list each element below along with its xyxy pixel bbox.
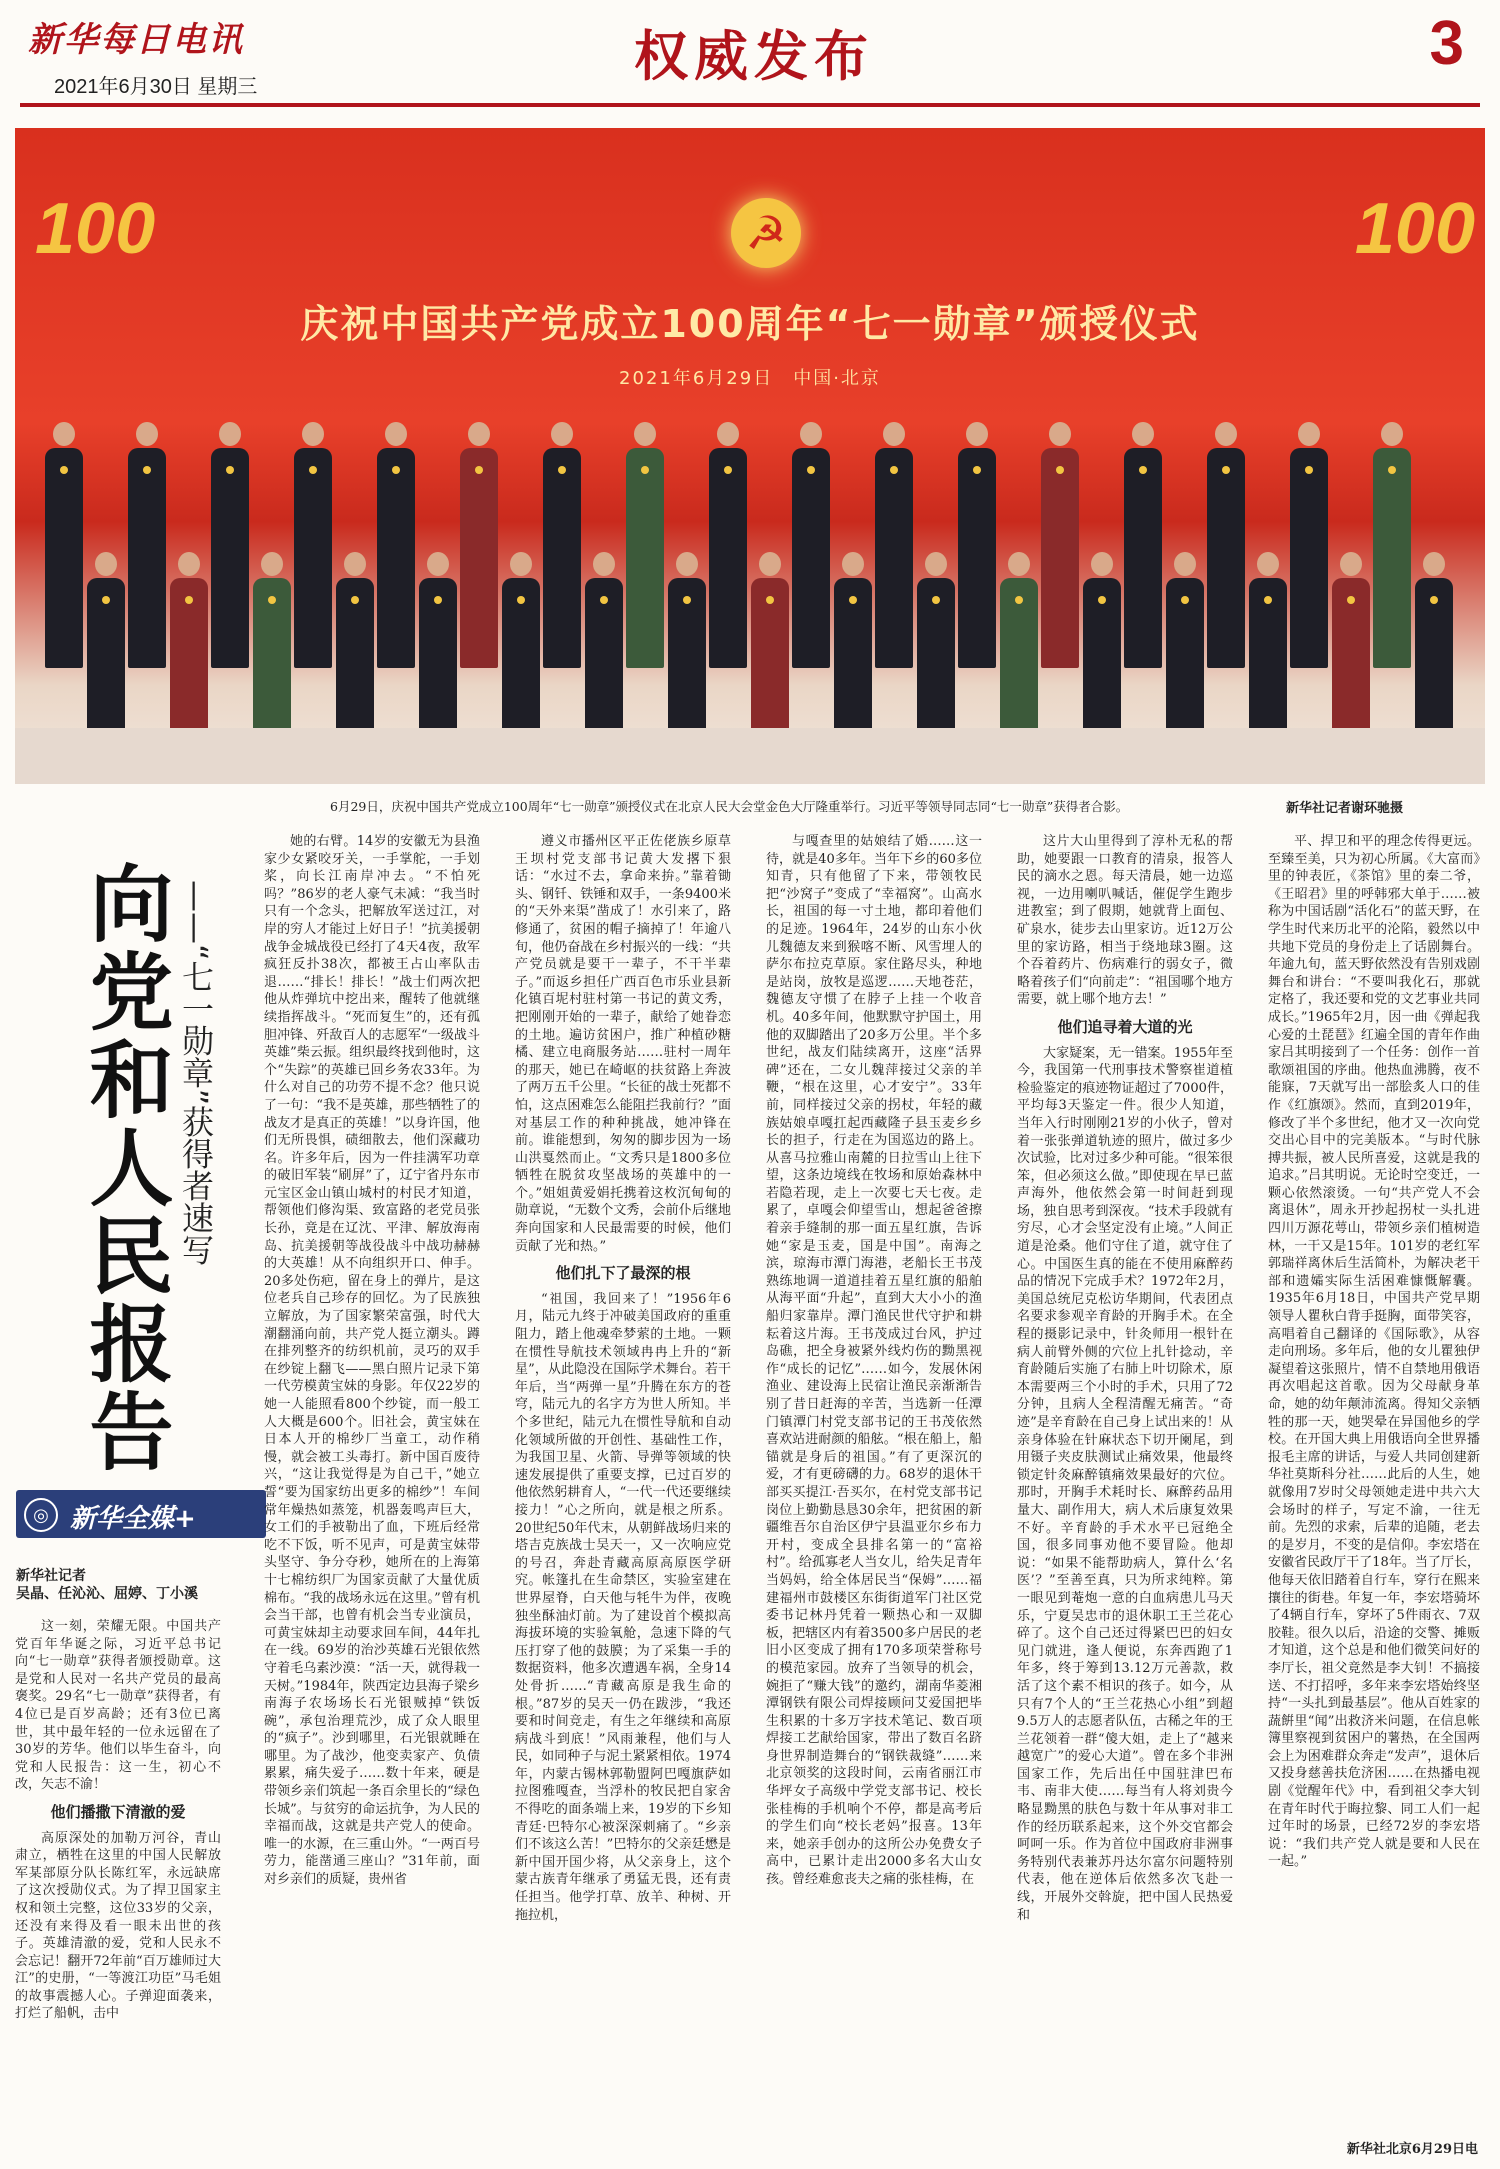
person-figure (668, 578, 706, 748)
newspaper-logo: 新华每日电讯 (28, 20, 244, 60)
person-figure (45, 448, 83, 668)
paragraph: 平、捍卫和平的理念传得更远。至臻至美，只为初心所属。《大富而》里的钟表匠，《茶馆》里的秦二爷，《王昭君》里的呼韩邪大单于……被称为中国话剧“活化石”的蓝天野，在学生时代来历北平的沦陷，毅然以中共地下党员的身份走上了话剧舞台。年逾九旬，蓝天野依然没有告别戏剧舞台和讲台：“不要叫我化石，那就定格了，我还要和党的文艺事业共同成长。”1965年2月，因一曲《弹起我心爱的土琵琶》红遍全国的青年作曲家吕其明接到了一个任务：创作一首歌颂祖国的序曲。他热血沸腾，夜不能寐，7天就写出一部脍炙人口的佳作《红旗颂》。然而，直到2019年，修改了半个多世纪，他才又一次向党交出心目中的完美版本。“与时代脉搏共振，被人民所喜爱，这就是我的追求。”吕其明说。无论时空变迁，一颗心依然滚烫。一句“共产党人不会离退休”，周永开抄起拐杖一头扎进四川万源花萼山，带领乡亲们植树造林，一干又是15年。101岁的老红军郭瑞祥离休后生活简朴，为解决老干部和遗孀实际生活困难慷慨解囊。1935年6月18日，中国共产党早期领导人瞿秋白背手挺胸，面带笑容，高唱着自己翻译的《国际歌》，从容走向刑场。多年后，他的女儿瞿独伊凝望着这张照片，情不自禁地用俄语再次唱起这首歌。因为父母献身革命，她的幼年颠沛流离。得知父亲牺牲的那一天，她哭晕在异国他乡的学校。在开国大典上用俄语向全世界播报毛主席的讲话，与爱人共同创建新华社莫斯科分社……此后的人生，她就像用7岁时父母领她走进中共六大会场时的样子，写定不渝，一往无前。先烈的求索，后辈的追随，老去的是岁月，不变的是信仰。李宏塔在安徽省民政厅干了18年。当了厅长，他每天依旧踏着自行车，穿行在熙来攘往的街巷。年复一年，李宏塔骑坏了4辆自行车，穿坏了5件雨衣、7双胶鞋。很久以后，沿途的交警、摊贩才知道，这个总是和他们微笑问好的李厅长，祖父竟然是李大钊！不搞接送、不打招呼，多年来李宏塔始终坚持“一头扎到最基层”。他从百姓家的蔬餠里“闻”出救济米问题，在信息帐簿里察视到贫困户的薯热，在全国两会上为困难群众奔走“发声”，退休后又投身慈善扶危济困……在热播电视剧《觉醒年代》中，看到祖父李大钊在青年时代于晦拉黎、同工人们一起过年时的场景，已经72岁的李宏塔说：“我们共产党人就是要和人民在一起。” (1268, 834, 1480, 1870)
person-figure (709, 448, 747, 668)
person-figure (1083, 578, 1121, 748)
section-heading: 他们扎下了最深的根 (555, 1264, 691, 1283)
byline-names: 吴晶、任沁沁、屈婷、丁小溪 (16, 1586, 198, 1602)
article-subheadline: ——“七一勋章”获得者速写 (177, 880, 215, 1266)
person-figure (253, 578, 291, 748)
globe-icon: ◎ (24, 1498, 58, 1532)
paragraph: 高原深处的加勒万河谷，青山肃立，栖牲在这里的中国人民解放军某部原分队长陈红军，永远缺席了这次授勋仪式。为了捍卫国家主权和领土完整，这位33岁的父亲，还没有来得及看一眼未出世的孩子。英雄清澈的爱，党和人民永不会忘记！翻开72年前“百万雄师过大江”的史册，“一等渡江功臣”马毛姐的故事震撼人心。子弹迎面袭来，打烂了船帆，击中 (15, 1830, 221, 2022)
dateline-credit: 新华社北京6月29日电 (1346, 2142, 1478, 2157)
page-number: 3 (1429, 9, 1464, 78)
paragraph: “祖国，我回来了！”1956年6月，陆元九终于冲破美国政府的重重阻力，踏上他魂牵梦萦的土地。一颗在惯性导航技术领域冉冉上升的“新星”，从此隐没在国际学术舞台。若干年后，当“两弹一星”升腾在东方的苍穹，陆元九的名字方为世人所知。半个多世纪，陆元九在惯性导航和自动化领域所做的开创性、基础性工作，为我国卫星、火箭、导弹等领域的快速发展提供了重要支撑，已过百岁的他依然躬耕育人，“一代一代还要继续接力！”心之所向，就是根之所系。20世纪50年代末，从朝鲜战场归来的塔吉克族战士吴天一，又一次响应党的号召，奔赴青藏高原高原医学研究。帐篷扎在生命禁区，实验室建在世界屋脊，白天他与牦牛为伴，夜晚独坐酥油灯前。为了建设首个模拟高海拔环境的实验氧舱，急速下降的气压打穿了他的鼓膜；为了采集一手的数据资料，他多次遭遇车祸，全身14处骨折……“青藏高原是我生命的根。”87岁的吴天一仍在跋涉，“我还要和时间竞走，有生之年继续和高原病战斗到底！”风雨兼程，他们与人民，如同种子与泥土紧紧相依。1974年，内蒙古锡林郭勒盟阿巴嘎旗萨如拉图雅嘎查，当浮朴的牧民把自家舍不得吃的面条端上来，19岁的下乡知青廷·巴特尔心被深深刺痛了。“乡亲们不该这么苦！”巴特尔的父亲廷懋是新中国开国少将，从父亲身上，这个蒙古族青年继承了勇猛无畏，还有责任担当。他学打草、放羊、种树、开拖拉机， (515, 1291, 731, 1923)
xinhua-media-badge[interactable] (16, 1490, 266, 1538)
issue-date: 2021年6月30日 星期三 (54, 76, 258, 98)
ceremony-banner-date: 2021年6月29日 中国·北京 (619, 368, 881, 389)
person-figure (377, 448, 415, 668)
badge-100-right: 100 (1354, 189, 1475, 269)
byline (16, 1567, 266, 1603)
person-figure (1124, 448, 1162, 668)
person-figure (128, 448, 166, 668)
person-figure (211, 448, 249, 668)
person-figure (543, 448, 581, 668)
person-figure (1207, 448, 1245, 668)
paragraph: 这片大山里得到了淳朴无私的帮助，她要跟一口教育的清泉，报答人民的滴水之恩。每天清晨，她一边巡视，一边用喇叭喊话，催促学生跑步进教室；到了假期，她就背上面包、矿泉水，徒步去山里家访。近12万公里的家访路，相当于绕地球3圈。这个吞着药片、伤病难行的弱女子，微略着孩子们“向前走”：“祖国哪个地方需要，就上哪个地方去！” (1017, 834, 1233, 1008)
paragraph: 与嘎查里的姑娘结了婚……这一待，就是40多年。当年下乡的60多位知青，只有他留了下来，带领牧民把“沙窝子”变成了“幸福窝”。山高水长，祖国的每一寸土地，都印着他们的足迹。1964年，24岁的山东小伙儿魏德友来到猴喀不断、风雪埋人的萨尔布拉克草原。家住路尽头，种地是站岗，放牧是巡逻……天地苍茫，魏德友守惯了在脖子上挂一个收音机。40多年间，他默默守护国土，用他的双脚踏出了20多万公里。半个多世纪，战友们陆续离开，这座“活界碑”还在，二女儿魏萍接过父亲的羊鞭，“根在这里，心才安宁”。33年前，同样接过父亲的拐杖，年轻的藏族姑娘卓嘎扛起西藏隆子县玉麦乡乡长的担子，行走在为国巡边的路上。从喜马拉雅山南麓的日拉雪山上往下望，这条边境线在牧场和原始森林中若隐若现，走上一次要七天七夜。走累了，卓嘎会仰望雪山，想起爸爸擦着亲手缝制的那一面五星红旗，告诉她“家是玉麦，国是中国”。南海之滨，琼海市潭门海港，老船长王书茂熟练地调一道道挂着五星红旗的船舶从海平面“升起”，直到大大小小的渔船归家靠岸。潭门渔民世代守护和耕耘着这片海。王书茂成过台风，护过岛礁，把全身被紧外线灼伤的黝黑视作“成长的记忆”……如今，发展休闲渔业、建设海上民宿让渔民亲渐渐告别了昔日赶海的辛苦，当选新一任潭门镇潭门村党支部书记的王书茂依然喜欢站进耐颜的船舷。“根在船上，船锚就是身后的祖国。”有了更深沉的爱，才有更磅礴的力。68岁的退休干部买买提江·吾买尔，在村党支部书记岗位上勤勤恳恳30余年，把贫困的新疆维吾尔自治区伊宁县温亚尔乡布力开村，变成全县排名第一的“富裕村”。给孤寡老人当女儿，给失足青年当妈妈，给全体居民当“保姆”……福建福州市鼓楼区东街街道军门社区党委书记林丹凭着一颗热心和一双脚板，把辖区内有着3500多户居民的老旧小区变成了拥有170多项荣誉称号的模范家园。放弃了当领导的机会，婉拒了“赚大钱”的邀约，湖南华菱湘潭钢铁有限公司焊接顾问艾爱国把毕生积累的十多万字技术笔记、数百项焊接工艺献给国家，带出了数百名跻身世界制造舞台的“钢铁裁缝”……来北京领奖的这段时间，云南省丽江市华坪女子高级中学党支部书记、校长张桂梅的手机响个不停，都是高考后的学生们向“校长老妈”报喜。13年来，她亲手创办的这所公办免费女子高中，已累计走出2000多名大山女孩。曾经难愈丧夫之痛的张桂梅，在 (766, 834, 982, 1888)
person-figure (87, 578, 125, 748)
article-column-4 (766, 833, 982, 2163)
person-figure (751, 578, 789, 748)
article-column-2 (264, 833, 480, 2163)
paragraph: 遵义市播州区平正佐佬族乡原草王坝村党支部书记黄大发撂下狠话：“水过不去，拿命来拚。”靠着锄头、钢钎、铁锤和双手，一条9400米的“天外来渠”凿成了！水引来了，路修通了，贫困的帽子摘掉了！年逾八旬，他仍奋战在乡村振兴的一线：“共产党员就是要干一辈子，不干半辈子。”而返乡担任广西百色市乐业县新化镇百坭村驻村第一书记的黄文秀，把刚刚开始的一辈子，献给了她眷恋的土地。遍访贫困户，推广种植砂糖橘、建立电商服务站……驻村一周年的那天，她已在崎岖的扶贫路上奔波了两万五千公里。“长征的战士死都不怕，这点困难怎么能阻拦我前行？”面对基层工作的种种挑战，她冲锋在前。谁能想到，匆匆的脚步因为一场山洪戛然而止。“文秀只是1800多位牺牲在脱贫攻坚战场的英雄中的一个。”姐姐黄爱娟托携着这枚沉甸甸的勋章说，“无数个文秀，会前仆后继地奔向国家和人民最需要的时候，他们贡献了光和热。” (515, 834, 731, 1254)
person-figure (1166, 578, 1204, 748)
person-figure (792, 448, 830, 668)
person-figure (502, 578, 540, 748)
person-figure (1290, 448, 1328, 668)
paragraph: 这一刻，荣耀无限。中国共产党百年华诞之际，习近平总书记向“七一勋章”获得者颁授勋章。这是党和人民对一名共产党员的最高褒奖。29名“七一勋章”获得者，有4位已是百岁高龄；还有3位已离世，其中最年轻的一位永远留在了30岁的芳华。他们以毕生奋斗，向党和人民报告：这一生，初心不改，矢志不渝！ (15, 1619, 221, 1793)
ceremony-photo (15, 128, 1485, 784)
photo-caption: 6月29日，庆祝中国共产党成立100周年“七一勋章”颁授仪式在北京人民大会堂金色大厅隆重举行。习近平等领导同志同“七一勋章”获得者合影。 (330, 799, 1129, 814)
person-figure (1041, 448, 1079, 668)
badge-100-left: 100 (35, 189, 156, 269)
person-figure (875, 448, 913, 668)
person-figure (170, 578, 208, 748)
ceremony-banner: 庆祝中国共产党成立100周年“七一勋章”颁授仪式 (300, 302, 1200, 346)
person-figure (834, 578, 872, 748)
masthead-rule (20, 103, 1480, 107)
person-figure (626, 448, 664, 668)
person-figure (336, 578, 374, 748)
byline-label: 新华社记者 (16, 1568, 86, 1584)
article-column-1 (15, 1618, 221, 2163)
paragraph: 大家疑案，无一错案。1955年至今，我国第一代刑事技术警察崔道植检验鉴定的痕迹物证超过了7000件，平均每3天鉴定一件。很少人知道，当年入行时刚刚21岁的小伙子，曾对着一张张弹道轨迹的照片，做过多少次试验，比对过多少种可能。“很笨很笨，但必须这么做。”即使现在早已蓝声海外，他依然会第一时间赶到现场，独自思考到深夜。“技术手段就有穷尽，心才会坚定没有止境。”人间正道是沧桑。他们守住了道，就守住了心。中国医生真的能在不使用麻醉药品的情况下完成手术？1972年2月，美国总统尼克松访华期间，代表团点名要求参观辛育龄的开胸手术。在全程的摄影记录中，针灸师用一根针在病人前臂外侧的穴位上扎针捻动，辛育龄随后实施了右肺上叶切除术，原本需要两三个小时的手术，只用了72分钟，且病人全程清醒无痛苦。“奇迹”是辛育龄在自己身上试出来的！从亲身体验在针麻状态下切开阑尾，到用镊子夹皮肤测试止痛效果，他最终锁定针灸麻醉镇痛效果最好的穴位。那时，开胸手术耗时长、麻醉药品用量大、副作用大，病人术后康复效果不好。辛育龄的手术水平已冠绝全国，很多同事劝他不要冒险。他却说：“如果不能帮助病人，算什么‘名医’？”至善至真，只为所求纯粹。第一眼见到菴炮一意的白血病患儿马天乐，宁夏吴忠市的退休职工王兰花心碎了。这个自己还过得紧巴巴的妇女见门就进，逢人便说，东奔西跑了1年多，终于筹到13.12万元善款，救活了这个素不相识的孩子。如今，从只有7个人的“王兰花热心小组”到超9.5万人的志愿者队伍，古稀之年的王兰花领着一群“傻大姐，走上了“越来越宽广”的爱心大道”。曾在多个非洲国家工作，先后出任中国驻津巴布韦、南非大使……每当有人将刘贵今略显黝黑的肤色与数十年从事对非工作的经历联系起来，这个外交官都会呵呵一乐。作为首位中国政府非洲事务特别代表兼苏丹达尔富尔问题特别代表，他在逆体后依然多次飞赴一线，开展外交斡旋，把中国人民热爱和 (1017, 1045, 1233, 1923)
section-title: 权威发布 (634, 24, 874, 88)
person-figure (1249, 578, 1287, 748)
person-figure (419, 578, 457, 748)
party-emblem-icon: ☭ (731, 198, 801, 268)
person-figure (1373, 448, 1411, 668)
photo-credit: 新华社记者谢环驰摄 (1286, 801, 1404, 816)
person-figure (1332, 578, 1370, 748)
group-of-people (35, 428, 1465, 748)
section-heading: 他们追寻着大道的光 (1057, 1017, 1193, 1036)
media-badge-label: 新华全媒+ (70, 1504, 196, 1534)
paragraph: 她的右臂。14岁的安徽无为县渔家少女紧咬牙关，一手掌舵，一手划桨，向长江南岸冲去。“不怕死吗？”86岁的老人豪气未减：“我当时只有一个念头，把解放军送过江，对岸的穷人才能过上好日子！”抗美援朝战争金城战役已经打了4天4夜，敌军疯狂反扑38次，都被王占山率队击退……“排长！排长！”战士们两次把他从炸弹坑中挖出来，醒转了他就继续指挥战斗。“死而复生”的，还有孤胆冲锋、歼敌百人的志愿军“一级战斗英雄”柴云振。组织最终找到他时，这个“失踪”的英雄已回乡务农33年。为什么对自己的功劳不提不念？他只说了一句：“我不是英雄，那些牺牲了的战友才是真正的英雄！”以身许国，他们无所畏惧，碛细散去，他们深藏功名。许多年后，因为一件挂满军功章的破旧军装“刷屏”了，辽宁省丹东市元宝区金山镇山城村的村民才知道，帮领他们修沟渠、致富路的老党员张长孙，竟是在辽沈、平津、解放海南岛、抗美援朝等战役战斗中战功赫赫的大英雄！从不向组织开口、伸手。20多处伤疤，留在身上的弹片，是这位老兵自己珍存的回忆。为了民族独立解放，为了国家繁荣富强，时代大潮翻涌向前，共产党人挺立潮头。蹲在排列整齐的纺织机前，灵巧的双手在纱锭上翻飞——黑白照片记录下第一代劳模黄宝妹的身影。年仅22岁的她一人能照看800个纱锭，而一般工人大概是600个。旧社会，黄宝妹在日本人开的棉纱厂当童工，动作稍慢，就会被工头毒打。新中国百废待兴，“这让我觉得是为自己干，”她立誓“要为国家纺出更多的棉纱”！车间常年燥热如蒸笼，机器轰鸣声巨大，女工们的手被勒出了血，下班后经常吃不下饭，听不见声，可是黄宝妹带头坚守、争分夺秒，她所在的上海第十七棉纺织厂为国家贡献了大量优质棉布。“我的战场永远在这里。”曾有机会当干部，也曾有机会当专业演员，可黄宝妹却主动要求回车间，44年扎在一线。69岁的治沙英雄石光银依然守着毛乌素沙漠：“活一天，就得栽一天树。”1984年，陕西定边县海子梁乡南海子农场场长石光银贼掉“铁饭碗”，承包治理荒沙，成了众人眼里的“疯子”。沙到哪里，石光银就睡在哪里。为了战沙，他变卖家产、负债累累，痛失爱子……数十年来，硬是带领乡亲们筑起一条百余里长的“绿色长城”。与贫穷的命运抗争，为人民的幸福而战，这就是共产党人的使命。唯一的水源，在三重山外。“一两百号劳力，能凿通三座山？”31年前，面对乡亲们的质疑，贵州省 (264, 834, 480, 1888)
person-figure (1415, 578, 1453, 748)
masthead (0, 0, 1500, 110)
article-column-5 (1017, 833, 1233, 2163)
stage-floor (15, 728, 1485, 784)
section-heading: 他们播撒下清澈的爱 (50, 1802, 186, 1821)
person-figure (917, 578, 955, 748)
article-column-3 (515, 833, 731, 2163)
person-figure (294, 448, 332, 668)
article-column-6 (1268, 833, 1480, 2133)
article-headline: 向党和人民报告 (76, 860, 175, 1476)
person-figure (460, 448, 498, 668)
person-figure (958, 448, 996, 668)
person-figure (1000, 578, 1038, 748)
person-figure (585, 578, 623, 748)
